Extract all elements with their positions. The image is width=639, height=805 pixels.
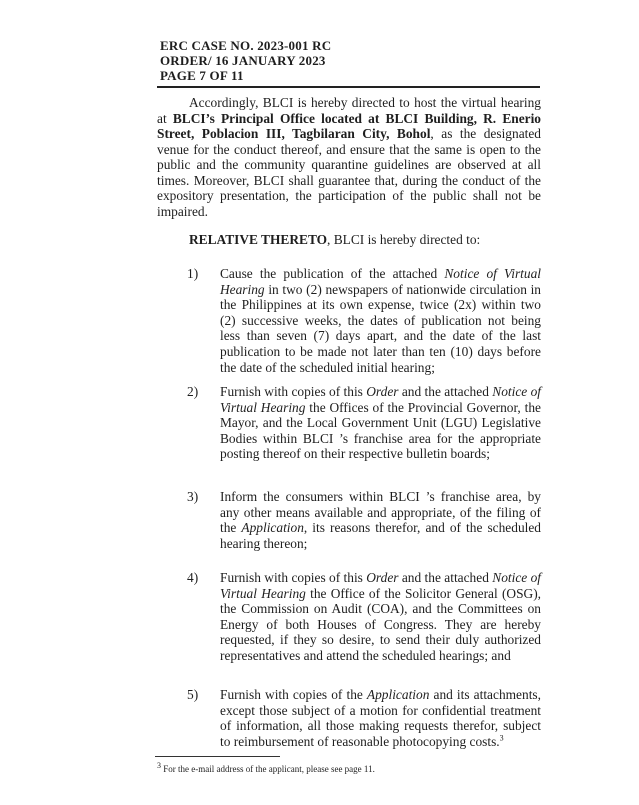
- notice-title: Notice of Virtual Hearing: [220, 266, 541, 297]
- text-run: in two (2) newspapers of nationwide circulation in the Philippines at its own expense, twice (2x) within two (2) successive weeks, the dates of publication not being less than seven (7) days apart, and the date of the last publication to be made not later than ten (10) days before the date of the scheduled initial hearing;: [220, 281, 541, 375]
- text-run: Furnish with copies of the: [220, 687, 367, 702]
- page-number: PAGE 7 OF 11: [160, 68, 244, 83]
- text-run: Inform the consumers within BLCI ’s franchise area, by any other means available and appropriate, of the filing of the: [220, 489, 541, 536]
- item-number: 3): [187, 489, 199, 504]
- text-run: and the attached: [398, 570, 493, 585]
- item-number: 4): [187, 570, 199, 585]
- text-run: Cause the publication of the attached: [220, 266, 445, 281]
- text-run: Furnish with copies of this: [220, 384, 367, 399]
- order-title: Order: [366, 570, 399, 585]
- intro-text: , BLCI is hereby directed to:: [327, 232, 481, 247]
- item-text: [220, 570, 541, 664]
- directive-item-4: [187, 570, 541, 664]
- directive-item-1: [187, 266, 541, 375]
- footnote-text: For the e-mail address of the applicant, please see page 11.: [161, 764, 375, 774]
- text-run: Furnish with copies of this: [220, 570, 367, 585]
- item-text: [220, 384, 541, 462]
- text-run: , its reasons therefor, and of the scheduled hearing thereon;: [220, 520, 541, 551]
- item-text: [220, 687, 541, 749]
- body-paragraph: [157, 95, 541, 219]
- footnote: [157, 761, 375, 775]
- footnote-mark: 3: [157, 761, 161, 770]
- item-number: 1): [187, 266, 199, 281]
- paragraph-text: Accordingly, BLCI is hereby directed to host the virtual hearing at: [157, 95, 541, 126]
- footnote-reference: 3: [499, 733, 504, 743]
- item-text: [220, 489, 541, 551]
- venue-address: BLCI’s Principal Office located at BLCI Building, R. Enerio Street, Poblacion III, Tagbilaran City, Bohol: [157, 110, 542, 141]
- application-title: Application: [241, 520, 304, 536]
- item-number: 5): [187, 687, 199, 702]
- directive-intro: [189, 232, 549, 248]
- text-run: and its attachments, except those subject of a motion for confidential treatment of information, all those making requests therefor, subject to reimbursement of reasonable photocopying costs.: [220, 687, 541, 749]
- text-run: the Office of the Solicitor General (OSG), the Commission on Audit (COA), and the Committees on Energy of both Houses of Congress. They are hereby requested, if they so desire, to send their duly authorized representatives and attend the scheduled hearings; and: [220, 585, 541, 663]
- text-run: the Offices of the Provincial Governor, the Mayor, and the Local Government Unit (LGU) Legislative Bodies within BLCI ’s franchise area for the appropriate posting thereof on their respective bulletin boards;: [220, 399, 541, 462]
- directive-item-3: [187, 489, 541, 551]
- intro-heading: RELATIVE THERETO: [189, 232, 328, 247]
- order-date: ORDER/ 16 JANUARY 2023: [160, 53, 326, 68]
- directive-item-5: [187, 687, 541, 749]
- item-number: 2): [187, 384, 199, 399]
- case-number: ERC CASE NO. 2023-001 RC: [160, 38, 332, 53]
- item-text: [220, 266, 541, 375]
- case-header: [160, 38, 331, 83]
- header-rule: [157, 86, 540, 88]
- notice-title: Notice of Virtual Hearing: [220, 384, 541, 415]
- paragraph-text-cont: , as the designated venue for the conduct thereof, and ensure that the same is open to the public and the community quarantine guidelines are observed at all times. Moreover, BLCI shall guarantee that, during the conduct of the expository presentation, the participation of the public shall not be impaired.: [157, 126, 541, 219]
- text-run: and the attached: [398, 384, 493, 399]
- footnote-rule: [155, 756, 280, 757]
- order-title: Order: [366, 384, 399, 399]
- notice-title: Notice of Virtual Hearing: [220, 570, 541, 601]
- application-title: Application: [366, 687, 430, 702]
- directive-item-2: [187, 384, 541, 462]
